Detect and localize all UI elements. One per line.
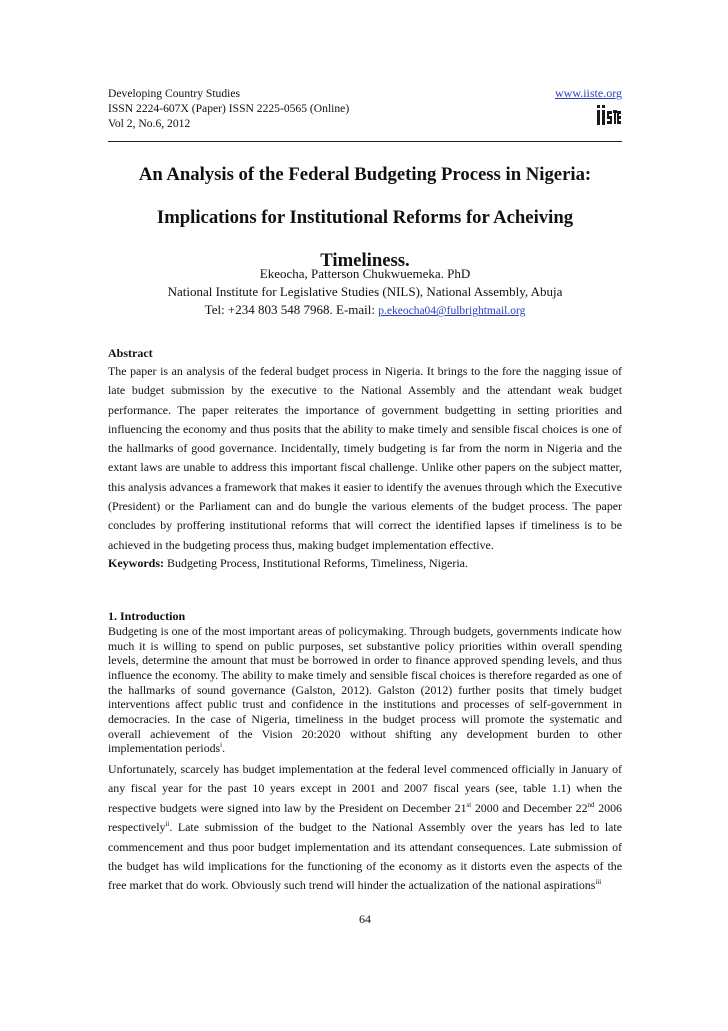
endnote-ref[interactable]: i: [220, 741, 223, 750]
keywords: [108, 555, 622, 571]
paper-title: [108, 160, 622, 276]
journal-issn: ISSN 2224-607X (Paper) ISSN 2225-0565 (Online): [108, 102, 350, 115]
contact-text: Tel: +234 803 548 7968. E-mail:: [204, 302, 379, 317]
journal-header: [108, 86, 622, 142]
paragraph-text: .: [222, 741, 226, 756]
header-divider: [108, 141, 622, 142]
paragraph-text: . Late submission of the budget to the National Assembly over the years has led to late commencement and thus poor budget implementation and its attendant consequences. Late submission of the budget has wild implications for the functioning of the economy as it distorts even the aspects of the free market that do work. Obviously such trend will hinder the actualization of the national aspirations: [108, 820, 622, 893]
author-contact: [108, 301, 622, 320]
paragraph-text: Unfortunately, scarcely has budget implementation at the federal level commenced officially in January of any fiscal year for the past 10 years except in 2001 and 2007 fiscal years (see, table 1.1) when the respective budgets were signed into law by the President on December 21: [108, 762, 622, 815]
abstract-heading: Abstract: [108, 346, 153, 360]
author-block: [108, 265, 622, 320]
title-line-3: Timeliness.: [320, 250, 410, 271]
author-name: Ekeocha, Patterson Chukwuemeka. PhD: [259, 266, 471, 281]
introduction-heading: 1. Introduction: [108, 609, 186, 623]
keywords-label: Keywords:: [108, 556, 164, 570]
keywords-text: Budgeting Process, Institutional Reforms, Timeliness, Nigeria.: [164, 556, 468, 570]
ordinal-suffix: nd: [587, 800, 595, 809]
page-number: 64: [359, 912, 371, 926]
iiste-logo-icon: [596, 103, 622, 127]
journal-name: Developing Country Studies: [108, 87, 241, 100]
paragraph-text: Budgeting is one of the most important areas of policymaking. Through budgets, governments indicate how much it is willing to spend on public purposes, set substantive policy priorities within overall spending levels, determine the amount that must be borrowed in order to finance approved spending levels, and thus influence the economy. The ability to make timely and sensible fiscal choices is therefore regarded as one of the hallmarks of sound governance (Galston, 2012). Galston (2012) further posits that timely budget interventions affect public trust and confidence in the institutions and processes of self-government in democracies. In the case of Nigeria, timeliness in the budget process will promote the systematic and overall achievement of the Vision 20:2020 without shifting any development burden to other implementation periods: [108, 624, 622, 756]
introduction-paragraph-2: [108, 760, 622, 896]
author-affiliation: National Institute for Legislative Studies (NILS), National Assembly, Abuja: [167, 284, 563, 299]
title-line-1: An Analysis of the Federal Budgeting Process in Nigeria:: [138, 164, 592, 185]
journal-volume: Vol 2, No.6, 2012: [108, 117, 191, 130]
endnote-ref[interactable]: iii: [595, 878, 602, 887]
paragraph-text: 2006 respectively: [108, 800, 622, 835]
title-line-2: Implications for Institutional Reforms for Acheiving: [156, 207, 574, 228]
ordinal-suffix: st: [466, 800, 472, 809]
author-email-link[interactable]: p.ekeocha04@fulbrightmail.org: [378, 305, 526, 317]
introduction-paragraph-1: [108, 624, 622, 756]
endnote-ref[interactable]: ii: [165, 820, 170, 829]
paragraph-text: 2000 and December 22: [471, 800, 588, 815]
abstract-body: The paper is an analysis of the federal budget process in Nigeria. It brings to the fore the nagging issue of late budget submission by the executive to the National Assembly and the attendant weak budget performance. The paper reiterates the importance of government budgetting in setting priorities and influencing the economy and thus posits that the ability to make timely and sensible fiscal choices is one of the hallmarks of good governance. Incidentally, timely budgeting is far from the norm in Nigeria and the extant laws are unable to address this important fiscal challenge. Unlike other papers on the subject matter, this analysis advances a framework that makes it easier to identify the avenues through which the Executive (President) or the Parliament can and do bungle the various elements of the budget process. The paper concludes by proffering institutional reforms that will correct the identified lapses if timeliness is to be achieved in the budgeting process thus, making budget implementation effective.: [108, 364, 622, 552]
journal-url-link[interactable]: www.iiste.org: [555, 86, 622, 100]
